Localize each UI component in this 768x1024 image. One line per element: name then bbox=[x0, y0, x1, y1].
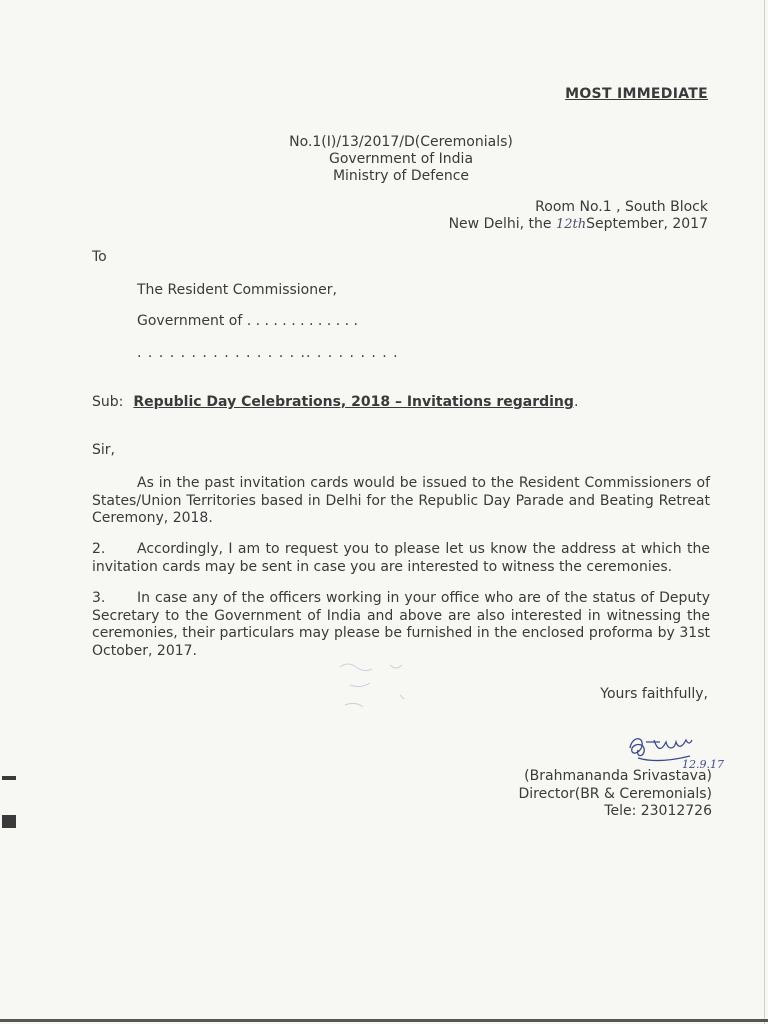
subject-end: . bbox=[573, 394, 579, 410]
signature-block bbox=[519, 768, 713, 821]
paragraph-3 bbox=[92, 590, 710, 660]
scan-edge-mark bbox=[2, 776, 16, 780]
date-prefix: New Delhi, the bbox=[448, 216, 556, 232]
handwritten-day: 12th bbox=[555, 217, 587, 232]
government-line: Government of India bbox=[328, 151, 474, 167]
subject-label: Sub: bbox=[92, 394, 124, 410]
paragraph-2 bbox=[92, 541, 710, 576]
ministry-line: Ministry of Defence bbox=[332, 168, 470, 184]
reference-block bbox=[0, 134, 768, 185]
sender-address bbox=[449, 199, 708, 233]
handwritten-signature bbox=[624, 728, 724, 770]
urgency-heading: MOST IMMEDIATE bbox=[565, 86, 708, 102]
to-label: To bbox=[92, 249, 107, 265]
reference-number: No.1(I)/13/2017/D(Ceremonials) bbox=[289, 134, 513, 150]
subject-text: Republic Day Celebrations, 2018 – Invitations regarding bbox=[133, 394, 574, 410]
date-suffix: September, 2017 bbox=[586, 216, 708, 232]
date-line bbox=[449, 216, 708, 233]
addressee-government: Government of . . . . . . . . . . . . . bbox=[137, 313, 358, 329]
faint-stamp-mark bbox=[330, 655, 440, 725]
scan-bottom-line bbox=[0, 1019, 768, 1022]
addressee-blank-line: . . . . . . . . . . . . . . . .. . . . . . . . . bbox=[137, 345, 399, 361]
signatory-phone: Tele: 23012726 bbox=[604, 803, 712, 819]
salutation: Sir, bbox=[92, 442, 115, 458]
paragraph-text: In case any of the officers working in your office who are of the status of Deputy Secretary to the Government of India and above are also interested in witnessing the ceremonies, their particulars may please be furnished in the enclosed proforma by 31st October, 2017. bbox=[92, 590, 710, 659]
scan-edge-mark bbox=[2, 815, 16, 828]
paragraph-text: Accordingly, I am to request you to please let us know the address at which the invitation cards may be sent in case you are interested to witness the ceremonies. bbox=[92, 541, 710, 575]
paragraph-1: As in the past invitation cards would be issued to the Resident Commissioners of States/Union Territories based in Delhi for the Republic Day Parade and Beating Retreat Ceremony, 2018. bbox=[92, 475, 710, 526]
signatory-designation: Director(BR & Ceremonials) bbox=[518, 785, 712, 802]
paragraph-number: 2. bbox=[92, 541, 106, 557]
room-line: Room No.1 , South Block bbox=[535, 199, 708, 215]
signature-date: 12.9.17 bbox=[682, 758, 724, 770]
closing-line: Yours faithfully, bbox=[600, 686, 708, 702]
signatory-name: (Brahmananda Srivastava) bbox=[524, 768, 712, 784]
paragraph-number: 3. bbox=[92, 590, 106, 606]
addressee-title: The Resident Commissioner, bbox=[137, 282, 337, 298]
subject-line bbox=[92, 394, 578, 410]
